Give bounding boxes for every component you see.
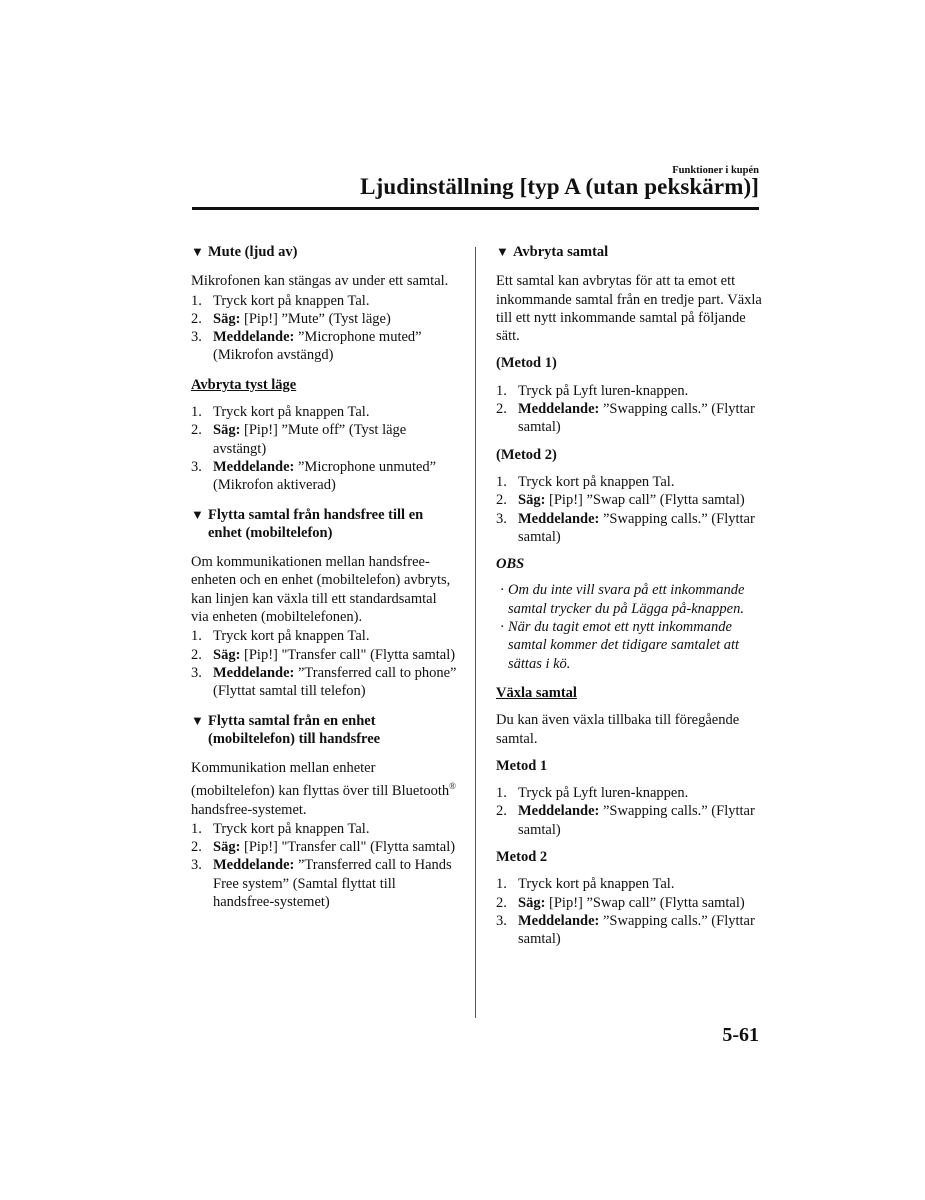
list-item: 3. Meddelande: ”Transferred call to Hands Free system” (Samtal flyttat till handsfree-systemet) bbox=[191, 857, 452, 911]
list-item: 3. Meddelande: ”Swapping calls.” (Flyttar samtal) bbox=[496, 912, 755, 948]
bullet-dot-icon: · bbox=[500, 582, 504, 599]
list-item: 1. Tryck på Lyft luren-knappen. bbox=[496, 382, 689, 399]
note-item: · När du tagit emot ett nytt inkommande samtal kommer det tidigare samtalet att sättas i kö. bbox=[496, 618, 764, 673]
list-item: 2. Meddelande: ”Swapping calls.” (Flyttar samtal) bbox=[496, 803, 755, 838]
to-phone-intro: Om kommunikationen mellan handsfree-enheten och en enhet (mobiltelefon) avbryts, kan linjen kan växla till ett standardsamtal via enheten (mobiltelefonen). bbox=[191, 554, 451, 626]
list-item: 1. Tryck kort på knappen Tal. bbox=[191, 292, 370, 309]
cancel-call-heading: ▼ Avbryta samtal bbox=[496, 244, 609, 260]
right-column bbox=[496, 243, 764, 949]
triangle-bullet-icon: ▼ bbox=[191, 506, 204, 522]
list-item: 3. Meddelande: ”Microphone unmuted” (Mikrofon aktiverad) bbox=[191, 458, 437, 494]
list-item: 3. Meddelande: ”Microphone muted” (Mikrofon avstängd) bbox=[191, 329, 422, 364]
switch-call-method-2-steps bbox=[496, 875, 764, 948]
list-item: 3. Meddelande: ”Transferred call to phone” (Flyttat samtal till telefon) bbox=[191, 664, 457, 700]
list-item: 1. Tryck på Lyft luren-knappen. bbox=[496, 785, 689, 802]
cancel-mute-steps bbox=[191, 403, 457, 494]
cancel-call-intro: Ett samtal kan avbrytas för att ta emot ett inkommande samtal från en tredje part. Växla till ett nytt inkommande samtal på följande sätt. bbox=[496, 273, 762, 345]
method-2-label: (Metod 2) bbox=[496, 446, 557, 463]
triangle-bullet-icon: ▼ bbox=[191, 712, 204, 728]
cancel-mute-heading: Avbryta tyst läge bbox=[191, 376, 297, 393]
bullet-dot-icon: · bbox=[500, 619, 504, 636]
page-number: 5-61 bbox=[722, 1024, 759, 1046]
to-phone-heading: ▼ Flytta samtal från handsfree till en enhet (mobiltelefon) bbox=[191, 506, 424, 541]
list-item: 2. Säg: [Pip!] "Transfer call" (Flytta samtal) bbox=[191, 839, 456, 856]
list-item: 2. Säg: [Pip!] ”Mute” (Tyst läge) bbox=[191, 310, 391, 327]
list-item: 2. Säg: [Pip!] "Transfer call" (Flytta samtal) bbox=[191, 646, 456, 663]
list-item: 1. Tryck kort på knappen Tal. bbox=[496, 876, 675, 893]
mute-steps bbox=[191, 292, 457, 365]
switch-call-method-1-steps bbox=[496, 784, 764, 839]
left-column bbox=[191, 243, 457, 911]
switch-method-1-label: Metod 1 bbox=[496, 757, 548, 774]
note-item: · Om du inte vill svara på ett inkommande samtal trycker du på Lägga på-knappen. bbox=[496, 581, 764, 618]
obs-label: OBS bbox=[496, 556, 525, 573]
to-handsfree-heading: ▼ Flytta samtal från en enhet (mobiltelefon) till handsfree bbox=[191, 712, 381, 747]
list-item: 1. Tryck kort på knappen Tal. bbox=[191, 628, 370, 645]
switch-call-intro: Du kan även växla tillbaka till föregående samtal. bbox=[496, 712, 740, 747]
cancel-call-method-1-steps bbox=[496, 382, 764, 437]
list-item: 2. Säg: [Pip!] ”Swap call” (Flytta samtal) bbox=[496, 894, 745, 911]
to-phone-steps bbox=[191, 627, 457, 700]
switch-call-heading: Växla samtal bbox=[496, 684, 577, 701]
list-item: 2. Säg: [Pip!] ”Swap call” (Flytta samtal) bbox=[496, 492, 745, 509]
column-divider bbox=[475, 247, 476, 1018]
cancel-call-method-2-steps bbox=[496, 473, 764, 546]
switch-method-2-label: Metod 2 bbox=[496, 849, 548, 866]
triangle-bullet-icon: ▼ bbox=[496, 244, 509, 259]
page-title: Ljudinställning [typ A (utan pekskärm)] bbox=[360, 174, 759, 199]
mute-intro: Mikrofonen kan stängas av under ett samtal. bbox=[191, 273, 449, 290]
triangle-bullet-icon: ▼ bbox=[191, 244, 204, 259]
list-item: 2. Säg: [Pip!] ”Mute off” (Tyst läge avstängt) bbox=[191, 422, 407, 457]
to-handsfree-intro: Kommunikation mellan enheter (mobiltelefon) kan flyttas över till Bluetooth® handsfree-systemet. bbox=[191, 760, 456, 818]
list-item: 1. Tryck kort på knappen Tal. bbox=[191, 820, 370, 837]
list-item: 2. Meddelande: ”Swapping calls.” (Flyttar samtal) bbox=[496, 401, 755, 436]
list-item: 3. Meddelande: ”Swapping calls.” (Flyttar samtal) bbox=[496, 510, 755, 545]
mute-heading: ▼ Mute (ljud av) bbox=[191, 244, 298, 260]
list-item: 1. Tryck kort på knappen Tal. bbox=[191, 404, 370, 421]
to-handsfree-steps bbox=[191, 820, 457, 911]
header-rule bbox=[192, 207, 759, 210]
list-item: 1. Tryck kort på knappen Tal. bbox=[496, 473, 675, 490]
section-label: Funktioner i kupén bbox=[672, 165, 759, 176]
method-1-label: (Metod 1) bbox=[496, 355, 557, 372]
